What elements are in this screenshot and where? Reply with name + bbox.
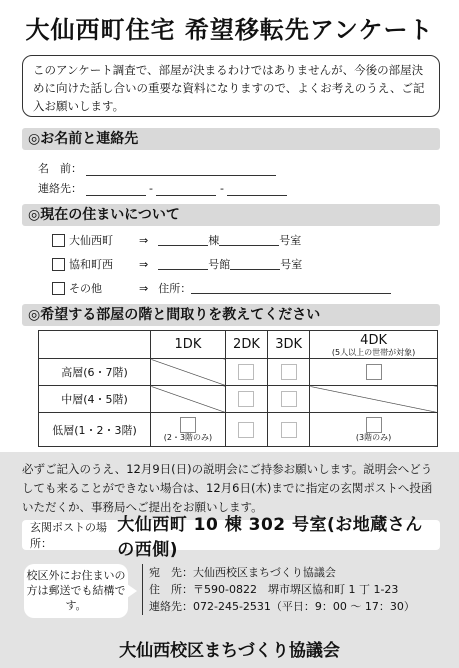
unavailable-cell bbox=[151, 359, 226, 386]
checkbox[interactable] bbox=[180, 417, 196, 433]
intro-text: このアンケート調査で、部屋が決まるわけではありませんが、今後の部屋決めに向けた話し合いの重要な資料になりますので、よくお考えのうえ、ご記入お願いします。 bbox=[22, 55, 440, 117]
arrow-icon: ⇒ bbox=[139, 233, 149, 247]
low-1dk-note: (2・3階のみ) bbox=[163, 433, 213, 442]
name-underline[interactable] bbox=[86, 164, 276, 176]
building-unit-label: 棟 bbox=[208, 234, 220, 247]
contact-field[interactable] bbox=[38, 180, 287, 196]
contact-recipient: 宛 先：大仙西校区まちづくり協議会 bbox=[149, 566, 336, 579]
checkbox[interactable] bbox=[238, 364, 254, 380]
mailbox-label: 玄関ポストの場所： bbox=[30, 521, 107, 550]
table-header-row bbox=[39, 331, 438, 359]
room-unit-label: 号室 bbox=[279, 234, 302, 247]
table-row bbox=[39, 413, 438, 447]
col-4dk-label: 4DK bbox=[360, 332, 387, 348]
cell-low-1dk[interactable] bbox=[151, 413, 226, 447]
cell-low-4dk[interactable] bbox=[310, 413, 438, 447]
daisen-room-field[interactable] bbox=[219, 234, 279, 246]
cell-mid-3dk[interactable] bbox=[268, 386, 310, 413]
checkbox[interactable] bbox=[281, 422, 297, 438]
arrow-icon: ⇒ bbox=[139, 257, 149, 271]
kyowa-building-field[interactable] bbox=[158, 258, 208, 270]
residence-row-daisen[interactable] bbox=[52, 232, 301, 248]
other-address-field[interactable] bbox=[191, 282, 391, 294]
cell-low-2dk[interactable] bbox=[225, 413, 267, 447]
mailbox-location-bar bbox=[22, 515, 440, 560]
row-label-mid: 中層(4・5階) bbox=[39, 386, 151, 413]
unavailable-cell bbox=[310, 386, 438, 413]
row-label-low: 低層(1・2・3階) bbox=[39, 413, 151, 447]
notice-text: 必ずご記入のうえ、12月9日(日)の説明会にご持参お願いします。説明会へどうしても来ることができない場合は、12月6日(木)までに指定の玄関ポストへ投函いただくか、事務局へご提出をお願いします。 bbox=[22, 462, 433, 514]
row-label-high: 高層(6・7階) bbox=[39, 359, 151, 386]
residence-row-other[interactable] bbox=[52, 280, 391, 296]
daisen-building-field[interactable] bbox=[158, 234, 208, 246]
room-preference-table bbox=[38, 330, 438, 447]
kyowa-room-field[interactable] bbox=[230, 258, 280, 270]
col-2dk: 2DK bbox=[225, 331, 267, 359]
contact-info bbox=[142, 564, 442, 615]
checkbox[interactable] bbox=[238, 391, 254, 407]
name-field[interactable] bbox=[38, 160, 276, 176]
table-row bbox=[39, 359, 438, 386]
section-residence-heading: ◎現在の住まいについて bbox=[22, 204, 440, 226]
name-label: 名 前： bbox=[38, 162, 82, 175]
col-3dk: 3DK bbox=[268, 331, 310, 359]
cell-high-4dk[interactable] bbox=[310, 359, 438, 386]
col-4dk bbox=[310, 331, 438, 359]
checkbox[interactable] bbox=[281, 391, 297, 407]
checkbox[interactable] bbox=[281, 364, 297, 380]
other-checkbox[interactable] bbox=[52, 282, 65, 295]
other-label: その他 bbox=[69, 282, 102, 295]
building-unit-label: 号館 bbox=[208, 258, 231, 271]
bubble-tail bbox=[127, 584, 137, 598]
arrow-icon: ⇒ bbox=[139, 281, 149, 295]
contact-dash-2: - bbox=[219, 182, 224, 195]
checkbox[interactable] bbox=[238, 422, 254, 438]
unavailable-cell bbox=[151, 386, 226, 413]
low-4dk-note: (3階のみ) bbox=[355, 433, 392, 442]
footer-organization: 大仙西校区まちづくり協議会 bbox=[119, 641, 340, 661]
checkbox[interactable] bbox=[366, 417, 382, 433]
mail-note-bubble: 校区外にお住まいの方は郵送でも結構です。 bbox=[24, 564, 128, 618]
contact-part1[interactable] bbox=[86, 184, 146, 196]
kyowa-label: 協和町西 bbox=[69, 258, 113, 271]
address-label: 住所： bbox=[158, 282, 192, 295]
document-title: 大仙西町住宅 希望移転先アンケート bbox=[25, 16, 434, 44]
checkbox[interactable] bbox=[366, 364, 382, 380]
contact-label: 連絡先： bbox=[38, 182, 82, 195]
contact-address: 住 所：〒590-0822 堺市堺区協和町 1 丁 1-23 bbox=[149, 583, 399, 596]
section-rooms-heading: ◎希望する部屋の階と間取りを教えてください bbox=[22, 304, 440, 326]
cell-mid-2dk[interactable] bbox=[225, 386, 267, 413]
table-corner-cell bbox=[39, 331, 151, 359]
cell-low-3dk[interactable] bbox=[268, 413, 310, 447]
col-4dk-note: (5人以上の世帯が対象) bbox=[331, 347, 416, 357]
kyowa-checkbox[interactable] bbox=[52, 258, 65, 271]
table-row bbox=[39, 386, 438, 413]
contact-part3[interactable] bbox=[227, 184, 287, 196]
daisen-checkbox[interactable] bbox=[52, 234, 65, 247]
room-unit-label: 号室 bbox=[280, 258, 303, 271]
cell-high-3dk[interactable] bbox=[268, 359, 310, 386]
daisen-label: 大仙西町 bbox=[69, 234, 113, 247]
contact-phone: 連絡先：072-245-2531（平日：9：00 ～ 17：30） bbox=[149, 600, 415, 613]
contact-dash-1: - bbox=[149, 182, 153, 195]
residence-row-kyowa[interactable] bbox=[52, 256, 302, 272]
cell-high-2dk[interactable] bbox=[225, 359, 267, 386]
section-name-heading: ◎お名前と連絡先 bbox=[22, 128, 440, 150]
col-1dk: 1DK bbox=[151, 331, 226, 359]
mailbox-place: 大仙西町 10 棟 302 号室(お地蔵さんの西側) bbox=[117, 515, 423, 560]
contact-part2[interactable] bbox=[156, 184, 216, 196]
